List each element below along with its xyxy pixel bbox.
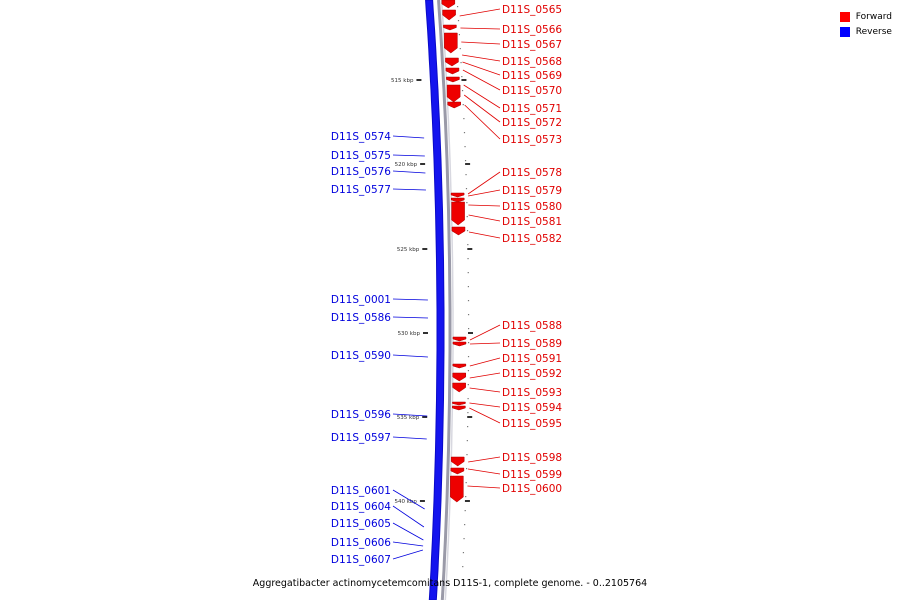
tick-mark <box>461 79 466 81</box>
forward-gene-label: D11S_0572 <box>502 117 563 129</box>
forward-leader <box>470 358 500 366</box>
track-dot <box>467 426 468 427</box>
reverse-leader <box>393 136 424 138</box>
tick-label: 540 kbp <box>394 499 417 505</box>
track-dot <box>464 146 465 147</box>
forward-gene <box>453 337 466 341</box>
track-dot <box>463 538 464 539</box>
tick-label: 515 kbp <box>391 78 414 84</box>
track-dot <box>467 412 468 413</box>
legend-swatch-reverse <box>840 27 850 37</box>
forward-gene-label: D11S_0588 <box>502 320 563 332</box>
forward-gene-label: D11S_0579 <box>502 185 563 197</box>
forward-leader <box>469 215 500 221</box>
forward-gene <box>452 202 465 225</box>
forward-gene-label: D11S_0580 <box>502 201 563 213</box>
reverse-leader <box>393 550 423 559</box>
tick-label: 530 kbp <box>397 331 420 337</box>
track-dot <box>468 314 469 315</box>
forward-leader <box>468 205 500 206</box>
reverse-leader <box>393 299 428 300</box>
forward-leader <box>469 408 500 423</box>
tick-mark <box>423 332 428 334</box>
forward-gene-label: D11S_0567 <box>502 39 563 51</box>
track-dot <box>466 202 467 203</box>
track-dot <box>460 48 461 49</box>
forward-gene <box>446 77 459 82</box>
forward-leader <box>470 388 500 392</box>
forward-leader <box>469 403 500 407</box>
genome-caption: Aggregatibacter actinomycetemcomitans D11S-1, complete genome. - 0..2105764 <box>252 578 648 589</box>
tick-mark <box>420 500 425 502</box>
forward-gene <box>453 364 466 368</box>
forward-gene-label: D11S_0568 <box>502 56 563 68</box>
track-dot <box>464 132 465 133</box>
reverse-leader <box>393 317 428 318</box>
reverse-gene-label: D11S_0586 <box>330 312 391 324</box>
forward-gene <box>444 33 457 53</box>
reverse-leader <box>393 523 423 540</box>
track-dot <box>466 454 467 455</box>
forward-gene-label: D11S_0578 <box>502 167 563 179</box>
track-dot <box>468 356 469 357</box>
forward-gene <box>451 468 464 474</box>
track-dot <box>465 510 466 511</box>
tick-mark <box>420 163 425 165</box>
track-dot <box>468 384 469 385</box>
track-dot <box>461 76 462 77</box>
forward-leader <box>464 95 500 122</box>
track-dot <box>468 398 469 399</box>
track-dot <box>458 20 459 21</box>
track-dot <box>465 174 466 175</box>
forward-gene-label: D11S_0600 <box>502 483 563 495</box>
forward-gene-label: D11S_0582 <box>502 233 563 245</box>
forward-leader <box>470 373 500 378</box>
track-dot <box>466 188 467 189</box>
forward-gene <box>447 85 460 102</box>
reverse-gene-label: D11S_0575 <box>330 150 391 162</box>
reverse-gene-label: D11S_0574 <box>330 131 391 143</box>
tick-mark <box>467 248 472 250</box>
track-dot <box>465 496 466 497</box>
forward-gene <box>451 198 464 202</box>
reverse-leader <box>393 155 425 156</box>
reverse-leader <box>393 171 425 173</box>
forward-gene-label: D11S_0571 <box>502 103 563 115</box>
tick-label: 520 kbp <box>394 162 418 168</box>
reverse-gene-label: D11S_0607 <box>330 554 391 566</box>
forward-leader <box>469 232 500 238</box>
track-dot <box>464 524 465 525</box>
reverse-gene-label: D11S_0597 <box>330 432 391 444</box>
forward-gene <box>446 68 459 74</box>
track-dot <box>468 286 469 287</box>
track-dot <box>466 468 467 469</box>
forward-leader <box>462 55 500 61</box>
track-dot <box>460 62 461 63</box>
forward-leader <box>465 105 500 139</box>
forward-gene-label: D11S_0591 <box>502 353 563 365</box>
reverse-gene-label: D11S_0605 <box>330 518 391 530</box>
forward-gene-label: D11S_0566 <box>502 24 563 36</box>
forward-gene-label: D11S_0589 <box>502 338 563 350</box>
forward-gene-label: D11S_0581 <box>502 216 563 228</box>
reverse-gene-label: D11S_0601 <box>330 485 391 497</box>
forward-gene-label: D11S_0573 <box>502 134 563 146</box>
track-dot <box>467 244 468 245</box>
forward-gene <box>453 373 466 381</box>
track-dot <box>467 258 468 259</box>
forward-gene <box>448 102 461 108</box>
forward-gene <box>443 25 456 30</box>
legend-item-reverse <box>840 24 892 39</box>
forward-gene <box>442 0 455 8</box>
reverse-leader <box>393 506 424 527</box>
forward-leader <box>468 457 500 462</box>
tick-label: 535 kbp <box>396 415 420 421</box>
forward-leader <box>468 469 500 474</box>
track-dot <box>466 482 467 483</box>
forward-gene-label: D11S_0598 <box>502 452 563 464</box>
legend-item-forward <box>840 9 892 24</box>
track-dot <box>462 90 463 91</box>
track-dot <box>463 552 464 553</box>
tick-mark <box>465 163 470 165</box>
track-dot <box>468 328 469 329</box>
reverse-leader <box>393 542 423 546</box>
tick-mark <box>465 500 470 502</box>
reverse-gene-label: D11S_0577 <box>330 184 391 196</box>
track-dot <box>457 6 458 7</box>
forward-gene-label: D11S_0593 <box>502 387 563 399</box>
legend-label-forward: Forward <box>855 11 892 22</box>
track-dot <box>467 216 468 217</box>
forward-gene <box>451 193 464 197</box>
reverse-gene-label: D11S_0001 <box>330 294 391 306</box>
forward-gene <box>451 457 464 466</box>
track-dot <box>465 160 466 161</box>
tick-mark <box>468 332 473 334</box>
forward-gene-label: D11S_0592 <box>502 368 563 380</box>
tick-mark <box>422 248 427 250</box>
reverse-leader <box>393 189 426 190</box>
reverse-gene-label: D11S_0576 <box>330 166 391 178</box>
forward-gene <box>443 10 456 20</box>
reverse-leader <box>393 355 428 357</box>
legend-label-reverse: Reverse <box>855 26 892 37</box>
reverse-strand-band <box>426 0 444 600</box>
reverse-gene-label: D11S_0606 <box>330 537 391 549</box>
track-dot <box>463 118 464 119</box>
track-dot <box>467 230 468 231</box>
forward-gene-label: D11S_0570 <box>502 85 563 97</box>
track-dot <box>468 272 469 273</box>
forward-leader <box>464 85 500 108</box>
forward-gene-label: D11S_0594 <box>502 402 563 414</box>
legend-swatch-forward <box>840 12 850 22</box>
tick-mark <box>416 79 421 81</box>
forward-gene <box>450 476 463 502</box>
forward-leader <box>470 325 500 340</box>
forward-gene <box>453 383 466 392</box>
reverse-gene-label: D11S_0590 <box>330 350 391 362</box>
forward-gene <box>452 227 465 235</box>
forward-leader <box>460 9 500 16</box>
forward-gene <box>453 342 466 346</box>
track-dot <box>467 440 468 441</box>
forward-gene-label: D11S_0595 <box>502 418 563 430</box>
forward-gene <box>445 58 458 66</box>
forward-gene <box>452 406 465 410</box>
legend <box>840 9 892 39</box>
track-dot <box>459 34 460 35</box>
forward-leader <box>460 28 500 29</box>
tick-mark <box>467 416 472 418</box>
forward-gene-label: D11S_0599 <box>502 469 563 481</box>
reverse-leader <box>393 437 427 439</box>
forward-gene <box>452 402 465 405</box>
tick-mark <box>422 416 427 418</box>
track-dot <box>468 342 469 343</box>
track-dot <box>468 300 469 301</box>
forward-gene-label: D11S_0565 <box>502 4 563 16</box>
forward-leader <box>470 343 500 344</box>
reverse-gene-label: D11S_0604 <box>330 501 391 513</box>
track-dot <box>468 370 469 371</box>
tick-label: 525 kbp <box>396 247 420 253</box>
forward-leader <box>461 42 500 44</box>
track-dot <box>463 104 464 105</box>
track-dot <box>462 566 463 567</box>
forward-gene-label: D11S_0569 <box>502 70 563 82</box>
reverse-gene-label: D11S_0596 <box>330 409 391 421</box>
forward-leader <box>467 486 500 488</box>
